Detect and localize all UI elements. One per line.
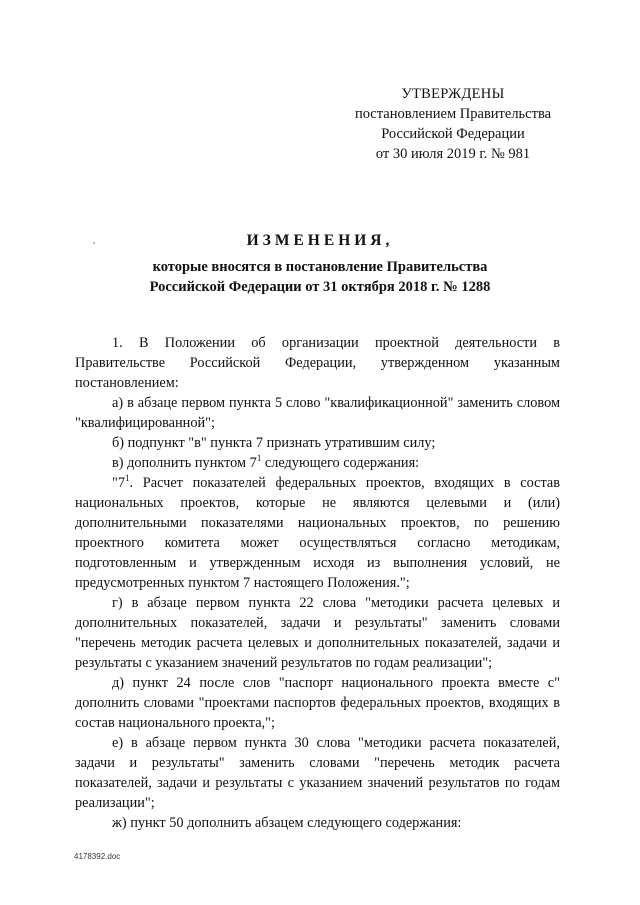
paragraph-quote-7-1	[75, 473, 560, 593]
paragraph-v-text: в) дополнить пунктом 7	[112, 455, 257, 471]
approval-line-2: Российской Федерации	[381, 126, 525, 142]
paragraph-1: 1. В Положении об организации проектной деятельности в Правительстве Российской Федерации, утвержденном указанным постановлением:	[75, 335, 560, 391]
paragraph-g: г) в абзаце первом пункта 22 слова "методики расчета целевых и дополнительных показателей, задачи и результаты" заменить словами "перечень методик расчета целевых и дополнительных показателей, задачи и результаты с указанием значений результатов по годам реализации";	[75, 595, 560, 671]
approval-line-3: от 30 июля 2019 г. № 981	[375, 146, 531, 162]
superscript: 1	[125, 473, 130, 484]
paragraph-v-text-end: следующего содержания:	[261, 455, 420, 471]
subtitle-line-1: которые вносятся в постановление Правительства	[152, 259, 488, 275]
quote-start: "7	[112, 475, 125, 491]
subtitle-line-2: Российской Федерации от 31 октября 2018 г. № 1288	[149, 279, 491, 295]
quote-text: . Расчет показателей федеральных проектов, входящих в состав национальных проектов, которые не являются целевыми и (или) дополнительными показателями национальных проектов, по решению проектного комитета может осуществляться согласно методикам, подготовленным и утвержденным исходя из выполнения условий, не предусмотренных пунктом 7 настоящего Положения.";	[75, 475, 560, 591]
approval-line-1: постановлением Правительства	[354, 106, 552, 122]
paragraph-v	[75, 453, 560, 473]
superscript: 1	[256, 453, 262, 464]
document-title: ИЗМЕНЕНИЯ,	[246, 232, 394, 249]
paragraph-d: д) пункт 24 после слов "паспорт национального проекта вместе с" дополнить словами "проектами паспортов федеральных проектов, входящих в состав национального проекта,";	[75, 675, 560, 731]
document-subtitle	[80, 257, 560, 297]
paragraph-zh: ж) пункт 50 дополнить абзацем следующего содержания:	[112, 815, 462, 831]
approval-heading: УТВЕРЖДЕНЫ	[401, 86, 505, 102]
paragraph-e: е) в абзаце первом пункта 30 слова "методики расчета показателей, задачи и результаты" заменить словами "перечень методик расчета показателей, задачи и результаты с указанием значений результатов по годам реализации";	[75, 735, 560, 811]
approval-stamp	[338, 84, 568, 164]
file-name-footer: 4178392.doc	[74, 852, 121, 861]
paragraph-a: а) в абзаце первом пункта 5 слово "квалификационной" заменить словом "квалифицированной";	[75, 395, 560, 431]
document-body	[75, 333, 560, 833]
paragraph-b: б) подпункт "в" пункта 7 признать утратившим силу;	[112, 435, 436, 451]
